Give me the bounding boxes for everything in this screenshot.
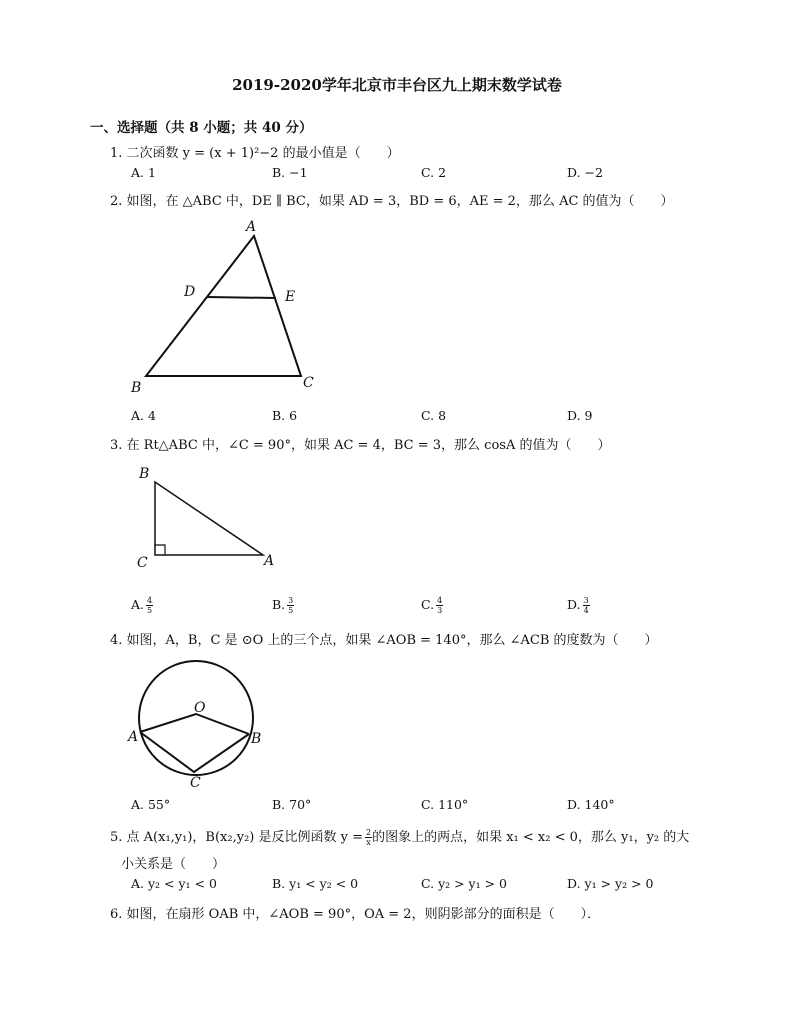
q5-option-a: A. y₂ < y₁ < 0 xyxy=(131,876,217,891)
page-title: 2019-2020学年北京市丰台区九上期末数学试卷 xyxy=(232,76,562,94)
label-a: A xyxy=(246,219,257,235)
q3-option-b-fraction: $\frac{3}{5}$ xyxy=(288,596,294,615)
question-3-text: 3. 在 Rt△ABC 中，∠C = 90°，如果 AC = 4，BC = 3，那么 cosA 的值为（ ） xyxy=(110,438,611,453)
label-d: D xyxy=(184,284,196,300)
question-5-fraction: $\frac{2}{x}$ xyxy=(366,828,372,847)
q3-option-a-letter: A. xyxy=(131,597,145,612)
q4-option-a: A. 55° xyxy=(131,797,171,812)
label-a: A xyxy=(128,729,139,745)
label-o: O xyxy=(194,700,206,716)
question-5-text-start: 5. 点 A(x₁,y₁)，B(x₂,y₂) 是反比例函数 y = xyxy=(110,830,363,845)
q3-option-c-fraction: $\frac{4}{3}$ xyxy=(437,596,443,615)
question-1-text: 1. 二次函数 y = (x + 1)²−2 的最小值是（ ） xyxy=(110,146,400,161)
q3-option-b-letter: B. xyxy=(272,597,286,612)
q3-option-a-fraction: $\frac{4}{5}$ xyxy=(147,596,153,615)
label-b: B xyxy=(131,380,142,396)
question-2-text: 2. 如图，在 △ABC 中，DE ∥ BC，如果 AD = 3，BD = 6，AE = 2，那么 AC 的值为（ ） xyxy=(110,194,674,209)
question-5-text-line2: 小关系是（ ） xyxy=(121,857,226,872)
label-e: E xyxy=(285,289,296,305)
label-c: C xyxy=(303,375,314,391)
q1-option-d: D. −2 xyxy=(567,165,603,180)
q4-option-b: B. 70° xyxy=(272,797,312,812)
section-heading: 一、选择题（共 8 小题；共 40 分） xyxy=(90,120,313,136)
radii-oa-ob xyxy=(140,714,249,734)
q2-option-b: B. 6 xyxy=(272,408,298,423)
q1-option-b: B. −1 xyxy=(272,165,308,180)
question-6-text: 6. 如图，在扇形 OAB 中，∠AOB = 90°，OA = 2，则阴影部分的面积是（ ）． xyxy=(110,907,601,922)
q4-option-d: D. 140° xyxy=(567,797,615,812)
label-b: B xyxy=(251,731,262,747)
q4-option-c: C. 110° xyxy=(421,797,469,812)
q5-option-d: D. y₁ > y₂ > 0 xyxy=(567,876,654,891)
question-5-text-end: 的图象上的两点，如果 x₁ < x₂ < 0，那么 y₁，y₂ 的大 xyxy=(372,830,690,845)
label-c: C xyxy=(190,775,201,791)
q2-option-d: D. 9 xyxy=(567,408,593,423)
q5-option-c: C. y₂ > y₁ > 0 xyxy=(421,876,508,891)
circle-o xyxy=(139,661,253,775)
label-a: A xyxy=(264,553,275,569)
q2-option-a: A. 4 xyxy=(131,408,156,423)
question-5-text xyxy=(110,826,689,847)
q5-option-b: B. y₁ < y₂ < 0 xyxy=(272,876,359,891)
q1-option-c: C. 2 xyxy=(421,165,447,180)
q3-option-c-letter: C. xyxy=(421,597,435,612)
q1-option-a: A. 1 xyxy=(131,165,156,180)
question-4-text: 4. 如图，A，B，C 是 ⊙O 上的三个点，如果 ∠AOB = 140°，那么 ∠ACB 的度数为（ ） xyxy=(110,633,658,648)
q2-option-c: C. 8 xyxy=(421,408,447,423)
q3-option-d-letter: D. xyxy=(567,597,581,612)
label-b: B xyxy=(139,466,150,482)
q3-option-d-fraction: $\frac{3}{4}$ xyxy=(583,596,589,615)
label-c: C xyxy=(137,555,148,571)
chords-ca-cb xyxy=(140,732,249,772)
